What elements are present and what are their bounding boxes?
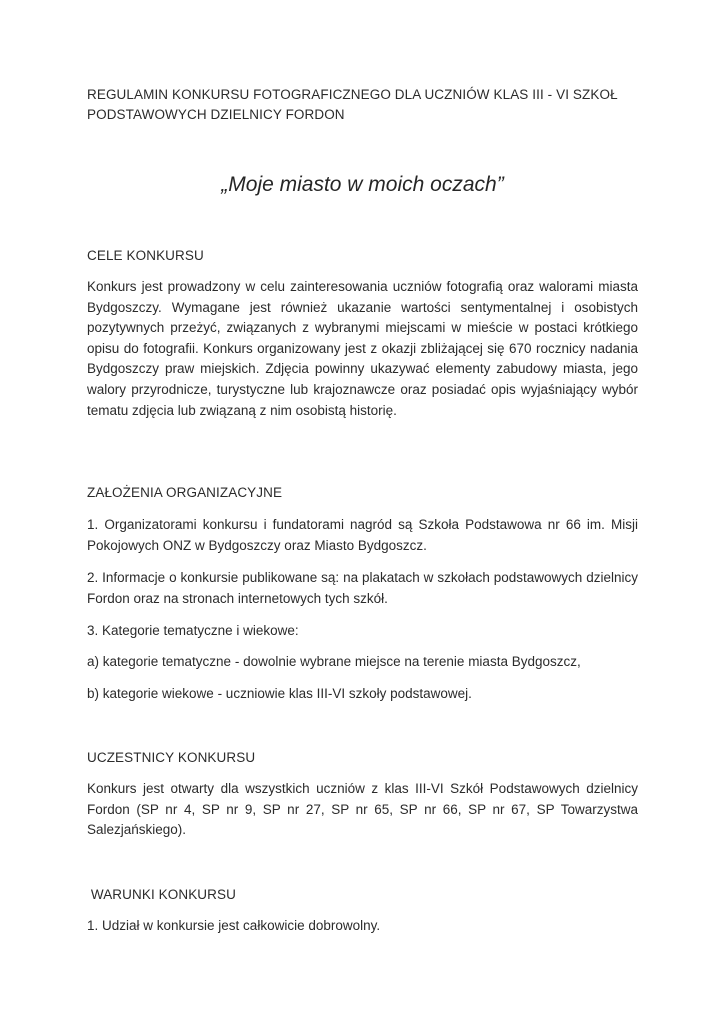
organization-item-1: 1. Organizatorami konkursu i fundatorami nagród są Szkoła Podstawowa nr 66 im. Misji Pokojowych ONZ w Bydgoszczy oraz Miasto Bydgoszcz. xyxy=(87,517,638,553)
conditions-heading: WARUNKI KONKURSU xyxy=(87,887,236,902)
goals-paragraph: Konkurs jest prowadzony w celu zainteresowania uczniów fotografią oraz walorami miasta Bydgoszczy. Wymagane jest również ukazanie wartości sentymentalnej i osobistych pozytywnych przeżyć, związanych z wybranymi miejscami w mieście w postaci krótkiego opisu do fotografii. Konkurs organizowany jest z okazji zbliżającej się 670 rocznicy nadania Bydgoszczy praw miejskich. Zdjęcia powinny ukazywać elementy zabudowy miasta, jego walory przyrodnicze, turystyczne lub krajoznawcze oraz posiadać opis wyjaśniający wybór tematu zdjęcia lub związaną z nim osobistą historię. xyxy=(87,279,638,418)
participants-heading: UCZESTNICY KONKURSU xyxy=(87,750,256,765)
organization-item-2: 2. Informacje o konkursie publikowane są: na plakatach w szkołach podstawowych dzielnicy Fordon oraz na stronach internetowych tych szkół. xyxy=(87,570,638,606)
document-title-line1: REGULAMIN KONKURSU FOTOGRAFICZNEGO DLA UCZNIÓW KLAS III - VI SZKOŁ xyxy=(87,87,618,102)
contest-motto: „Moje miasto w moich oczach” xyxy=(221,173,504,196)
organization-item-3a: a) kategorie tematyczne - dowolnie wybrane miejsce na terenie miasta Bydgoszcz, xyxy=(87,654,581,669)
document-title xyxy=(87,85,647,125)
participants-paragraph: Konkurs jest otwarty dla wszystkich uczniów z klas III-VI Szkół Podstawowych dzielnicy Fordon (SP nr 4, SP nr 9, SP nr 27, SP nr 65, SP nr 66, SP nr 67, SP Towarzystwa Salezjańskiego). xyxy=(87,781,638,838)
organization-item-3: 3. Kategorie tematyczne i wiekowe: xyxy=(87,623,299,638)
document-title-line2: PODSTAWOWYCH DZIELNICY FORDON xyxy=(87,107,345,122)
organization-item-3b: b) kategorie wiekowe - uczniowie klas III-VI szkoły podstawowej. xyxy=(87,686,472,701)
organization-heading: ZAŁOŻENIA ORGANIZACYJNE xyxy=(87,485,283,500)
conditions-item-1: 1. Udział w konkursie jest całkowicie dobrowolny. xyxy=(87,918,381,933)
goals-heading: CELE KONKURSU xyxy=(87,248,204,263)
